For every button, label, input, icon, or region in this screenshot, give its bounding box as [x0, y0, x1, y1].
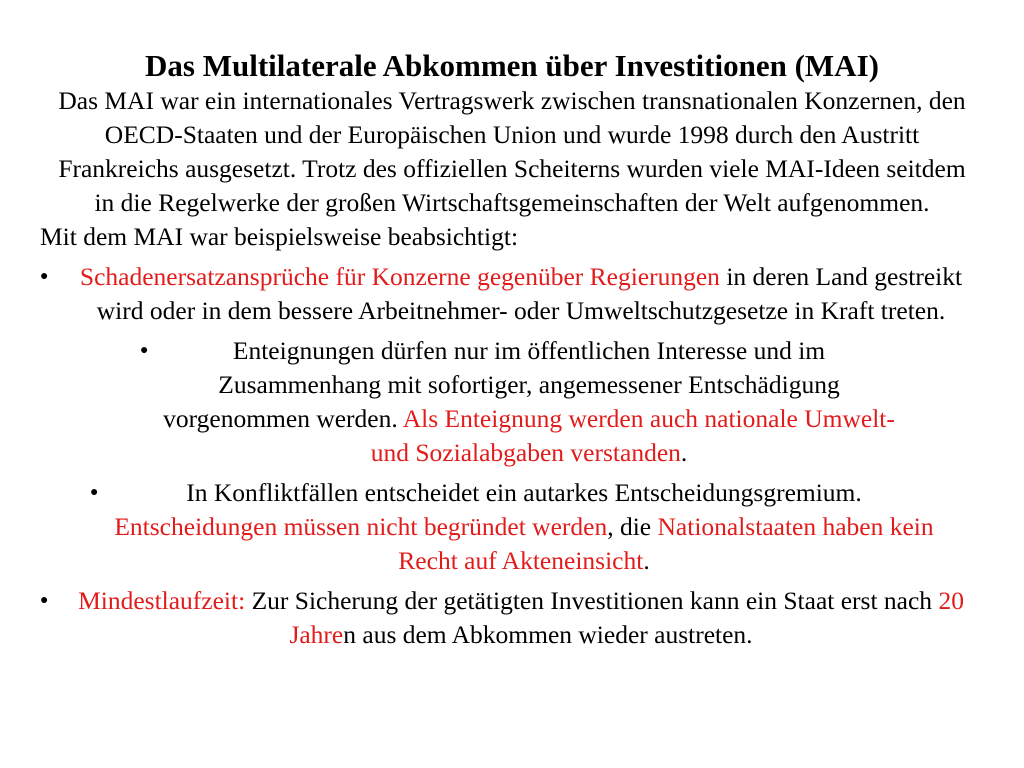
bullet-item [140, 334, 900, 470]
bullet-text [108, 476, 940, 578]
body-text: . [643, 546, 650, 575]
body-text: . [680, 438, 688, 467]
highlight-text: Entscheidungen müssen nicht begründet werden [114, 512, 608, 541]
bullet-icon: ● [90, 485, 99, 500]
body-text: , die [607, 512, 658, 541]
highlight-text: Nationalstaaten haben kein Recht auf Akteneinsicht [398, 512, 934, 575]
highlight-text: Mindestlaufzeit: [78, 586, 246, 615]
bullet-icon: ● [140, 343, 149, 358]
bullet-icon: ● [40, 593, 49, 608]
body-text: in deren Land gestreikt wird oder in dem bessere Arbeitnehmer- oder Umweltschutzgesetze in Kraft treten. [96, 262, 963, 325]
highlight-text: Als Enteignung werden auch nationale Umwelt- und Sozialabgaben verstanden [370, 404, 895, 467]
slide-title: Das Multilaterale Abkommen über Investitionen (MAI) [145, 48, 879, 83]
bullet-icon: ● [40, 269, 49, 284]
bullet-item [40, 260, 984, 328]
body-text: n aus dem Abkommen wieder austreten. [343, 620, 753, 649]
bullet-text [58, 584, 984, 652]
body-text: Zur Sicherung der getätigten Investitionen kann ein Staat erst nach [245, 586, 939, 615]
intro-paragraph: Das MAI war ein internationales Vertragswerk zwischen transnationalen Konzernen, den OECD-Staaten und der Europäischen Union und wurde 1998 durch den Austritt Frankreichs ausgesetzt. Trotz des offiziellen Scheiterns wurden viele MAI-Ideen seitdem in die Regelwerke der großen Wirtschaftsgemeinschaften der Welt aufgenommen. [58, 86, 966, 217]
bullet-item [40, 584, 984, 652]
body-text: In Konfliktfällen entscheidet ein autarkes Entscheidungsgremium. [186, 478, 862, 507]
highlight-text: Schadenersatzansprüche für Konzerne gegenüber Regierungen [79, 262, 720, 291]
body-text: Enteignungen dürfen nur im öffentlichen Interesse und im Zusammenhang mit sofortiger, angemessener Entschädigung vorgenommen werden. [163, 336, 840, 433]
highlight-text: 20 Jahre [289, 586, 964, 649]
bullet-text [158, 334, 900, 470]
bullet-text [58, 260, 984, 328]
lead-sentence: Mit dem MAI war beispielsweise beabsichtigt: [40, 222, 519, 251]
bullet-item [90, 476, 940, 578]
